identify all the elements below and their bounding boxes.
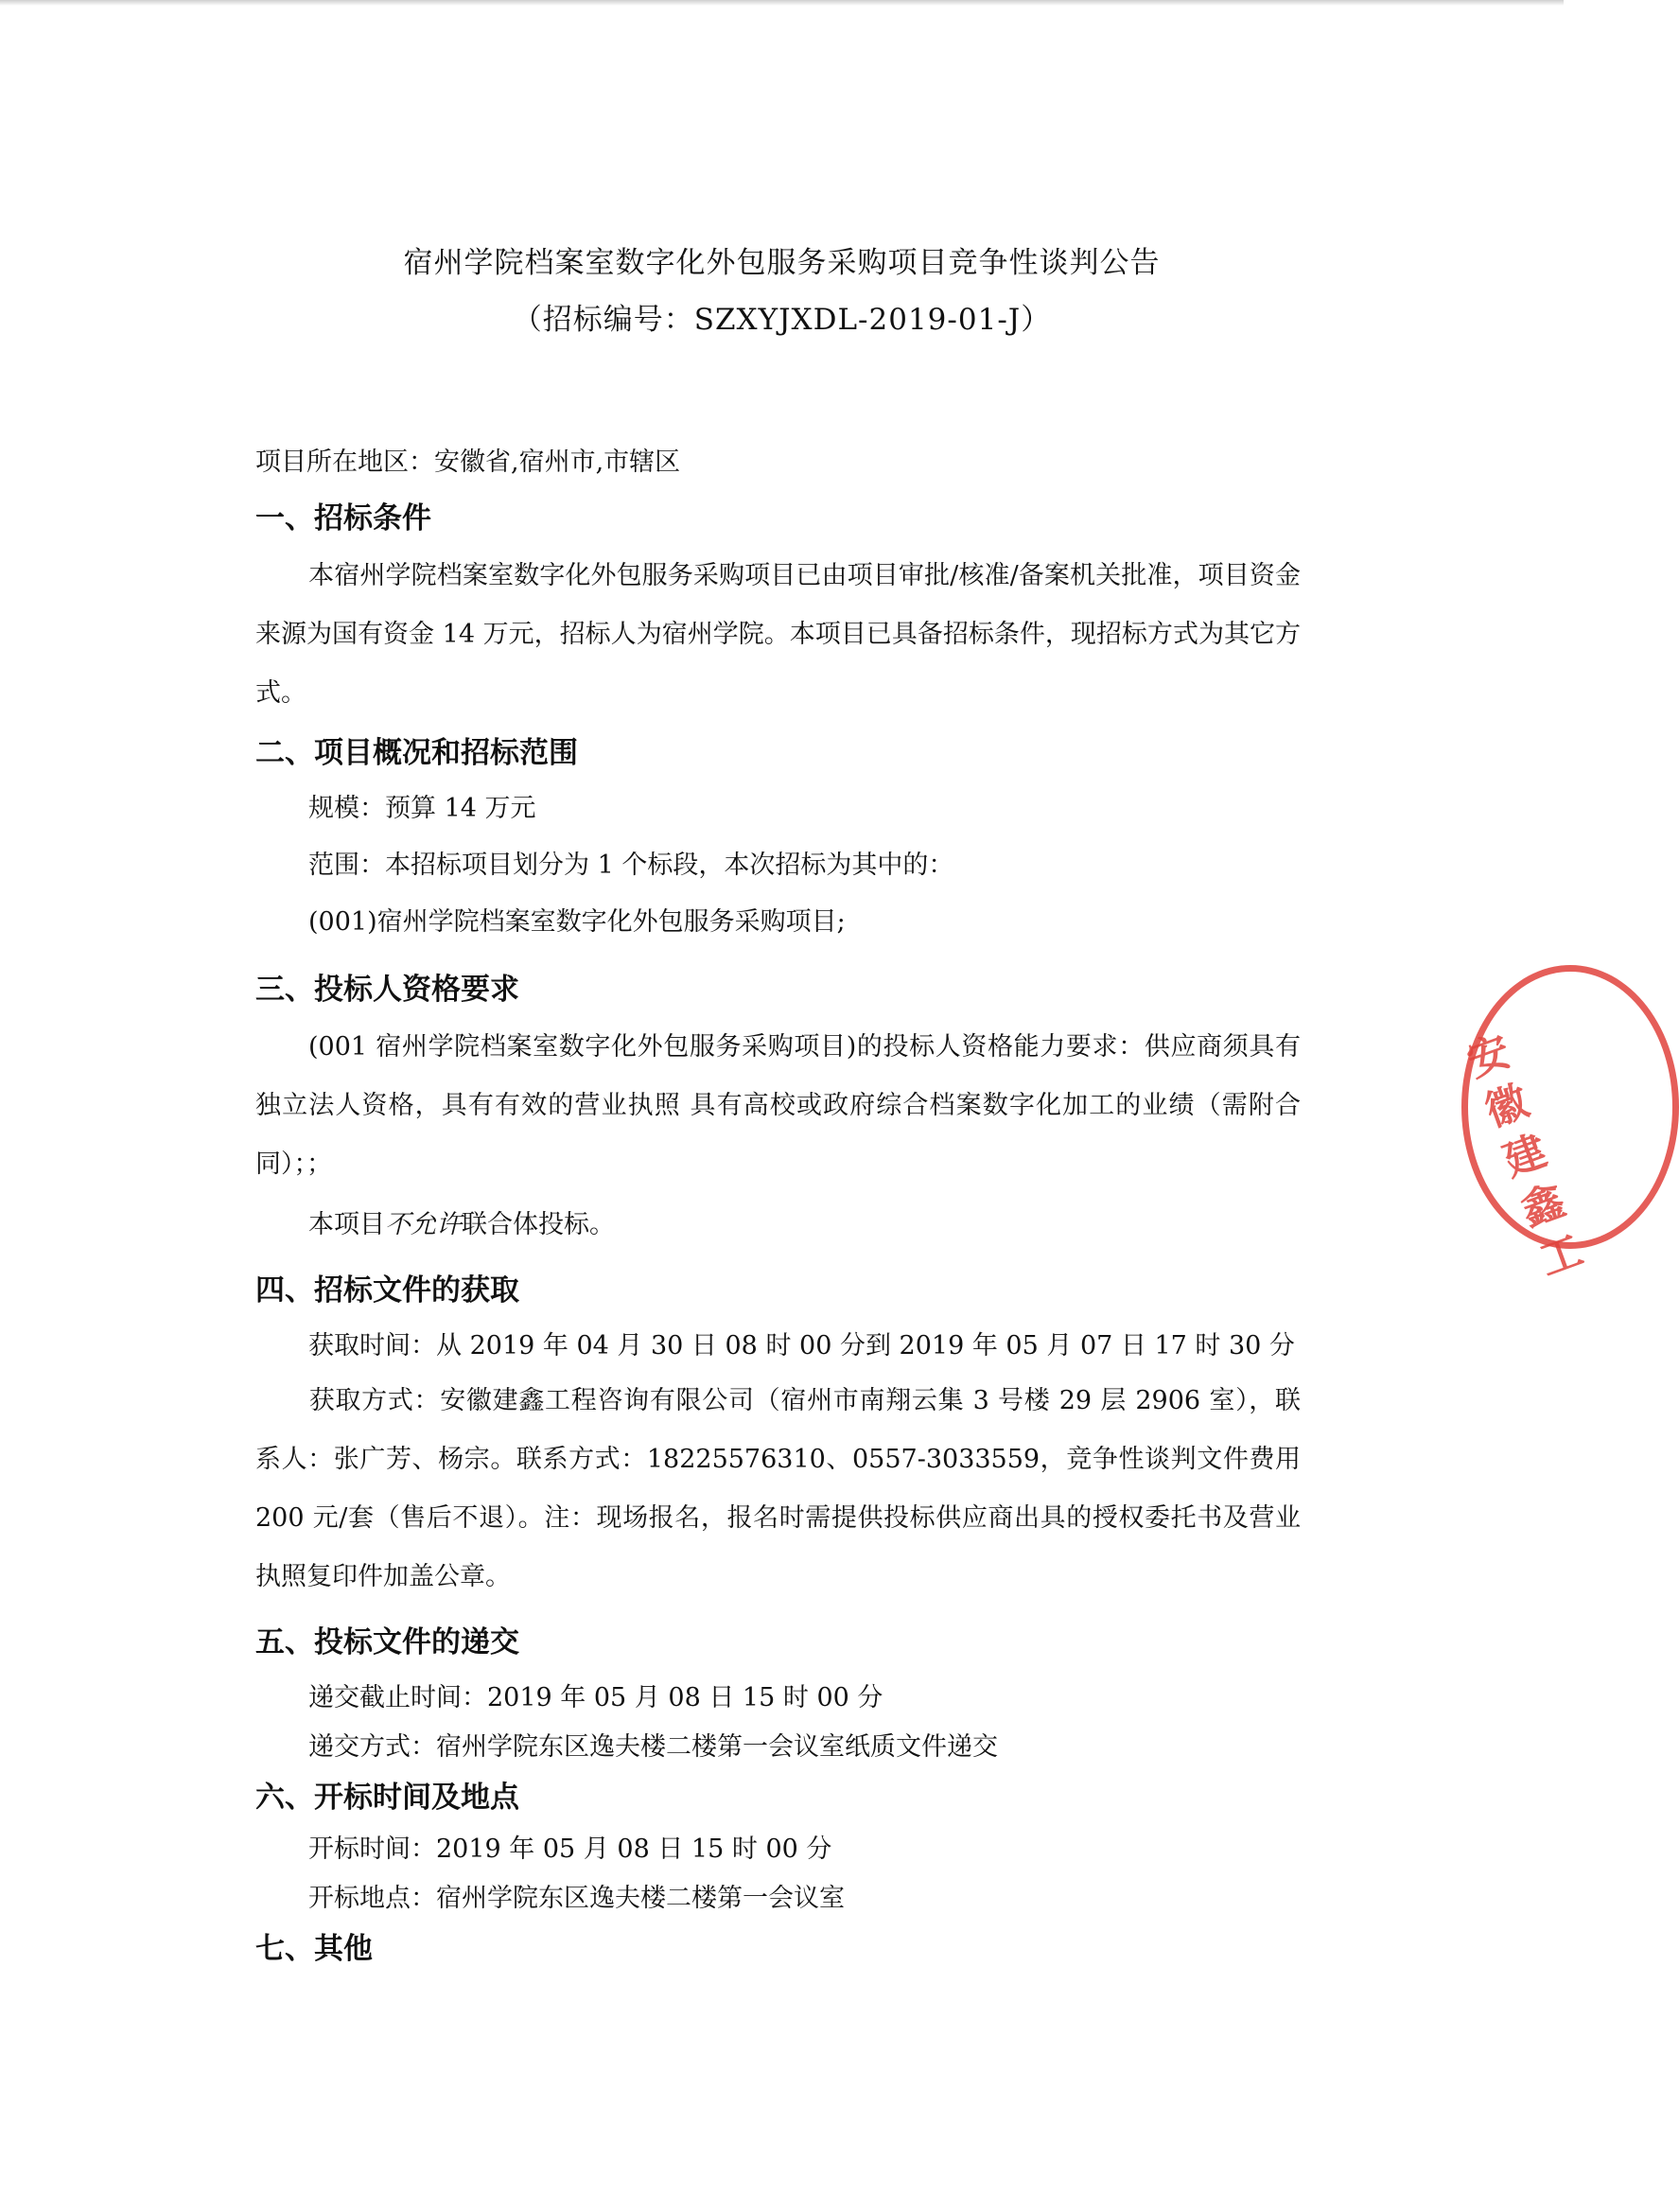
opening-place: 开标地点：宿州学院东区逸夫楼二楼第一会议室 bbox=[308, 1884, 845, 1913]
project-scale: 规模：预算 14 万元 bbox=[308, 794, 536, 823]
lot-item: (001)宿州学院档案室数字化外包服务采购项目; bbox=[308, 907, 846, 937]
section-5-heading: 五、投标文件的递交 bbox=[255, 1625, 519, 1659]
seal-text: 安徽建鑫工 bbox=[1460, 1027, 1590, 1286]
project-scope: 范围：本招标项目划分为 1 个标段，本次招标为其中的： bbox=[308, 851, 954, 880]
joint-bid-note: 本项目不允许联合体投标。 bbox=[308, 1210, 615, 1239]
section-4-heading: 四、招标文件的获取 bbox=[255, 1273, 519, 1308]
scan-edge bbox=[0, 0, 1564, 6]
section-6-heading: 六、开标时间及地点 bbox=[255, 1781, 519, 1815]
bid-number: （招标编号：SZXYJXDL-2019-01-J） bbox=[512, 303, 1052, 337]
opening-time: 开标时间：2019 年 05 月 08 日 15 时 00 分 bbox=[308, 1835, 832, 1864]
section-7-heading: 七、其他 bbox=[255, 1932, 373, 1966]
section-2-heading: 二、项目概况和招标范围 bbox=[255, 736, 578, 770]
section-1-heading: 一、招标条件 bbox=[255, 501, 431, 535]
project-region: 项目所在地区：安徽省,宿州市,市辖区 bbox=[255, 448, 681, 477]
document-title: 宿州学院档案室数字化外包服务采购项目竞争性谈判公告 bbox=[403, 246, 1161, 280]
section-1-body: 本宿州学院档案室数字化外包服务采购项目已由项目审批/核准/备案机关批准，项目资金来源为国有资金 14 万元，招标人为宿州学院。本项目已具备招标条件，现招标方式为其它方式。 bbox=[255, 561, 1301, 708]
section-3-heading: 三、投标人资格要求 bbox=[255, 973, 519, 1007]
acquire-method: 获取方式：安徽建鑫工程咨询有限公司（宿州市南翔云集 3 号楼 29 层 2906 室），联系人：张广芳、杨宗。联系方式：18225576310、0557-3033559，竞争性谈判文件费用 200 元/套（售后不退）。注：现场报名，报名时需提供投标供应商出具的授权委托书及营业执照复印件加盖公章。 bbox=[255, 1386, 1301, 1591]
submit-deadline: 递交截止时间：2019 年 05 月 08 日 15 时 00 分 bbox=[308, 1683, 883, 1712]
acquire-time: 获取时间：从 2019 年 04 月 30 日 08 时 00 分到 2019 年 05 月 07 日 17 时 30 分 bbox=[308, 1331, 1295, 1361]
submit-method: 递交方式：宿州学院东区逸夫楼二楼第一会议室纸质文件递交 bbox=[308, 1732, 998, 1762]
section-3-body: (001 宿州学院档案室数字化外包服务采购项目)的投标人资格能力要求：供应商须具有独立法人资格，具有有效的营业执照 具有高校或政府综合档案数字化加工的业绩（需附合同）；； bbox=[255, 1032, 1301, 1179]
